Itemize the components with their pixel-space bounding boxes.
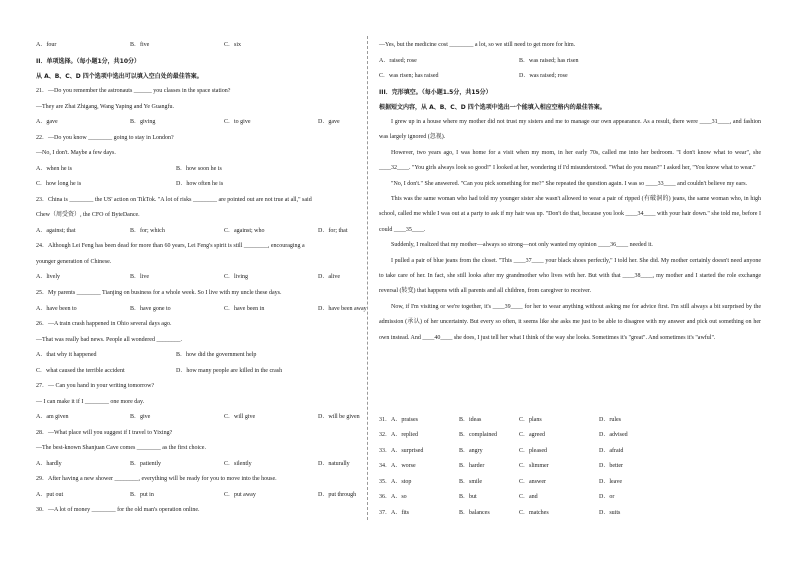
cloze-answer-option: A．worse — [391, 463, 416, 469]
right-answer-option: C．was risen; has raised — [379, 73, 439, 79]
left-answer-option: C．silently — [224, 461, 252, 467]
left-answer-option: D．for; that — [318, 228, 348, 234]
cloze-answer-option: C．slimmer — [519, 463, 549, 469]
cloze-answer-option: C．and — [519, 494, 538, 500]
cloze-answer-option: A．fits — [391, 510, 410, 516]
cloze-answer-option: C．agreed — [519, 432, 545, 438]
passage-paragraph: I pulled a pair of blue jeans from the closet. "This ____37____ your black shoes perfectly," I told her. She did. My mother certainly doesn't need anyone to take care of her. In fact, she still looks after my grandmother who lives with her. But with that ____38____, my mother and I started the role exchange reversal (转变) that happens with all parents and all children, from caregiver to receiver. — [379, 257, 761, 295]
left-text-line: 28．—What place will you suggest if I travel to Yixing? — [36, 430, 173, 436]
cloze-answer-option: D．afraid — [599, 448, 624, 454]
left-answer-option: C．will give — [224, 414, 256, 420]
left-answer-option: A．lively — [36, 274, 60, 280]
left-answer-option: D．will be given — [318, 414, 360, 420]
cloze-answer-option: B．smile — [459, 479, 483, 485]
left-text-line: 26．—A train crash happened in Ohio several days ago. — [36, 321, 172, 327]
cloze-answer-option: B．balances — [459, 510, 490, 516]
cloze-answer-option: C．pleased — [519, 448, 547, 454]
left-answer-option: B．live — [130, 274, 149, 280]
left-text-line: 24．Although Lei Feng has been dead for more than 60 years, Lei Feng's spirit is still ________, encouraging a — [36, 243, 305, 249]
left-answer-option: D．how often he is — [176, 181, 224, 187]
cloze-answer-option: D．suits — [599, 510, 621, 516]
left-answer-option: D．alive — [318, 274, 340, 280]
left-answer-option: C．put away — [224, 492, 256, 498]
left-answer-option: A．have been to — [36, 306, 77, 312]
right-answer-option: B．was raised; has risen — [519, 58, 579, 64]
passage-paragraph: "No, I don't." She answered. "Can you pick something for me?" She repeated the question again. I was so ____33____ and couldn't believe my ears. — [391, 180, 748, 187]
passage-paragraph: Now, if I'm visiting or we're together, it's ____39____ for her to wear anything without asking me for advice first. I'm still always a bit surprised by the admission (承认) of her uncertainty. But every so often, it seems like she asks me just to be able to disagree with my answer and pick out something on her own instead. And ____40____ she does, I just tell her what I think of the way she looks. Sometimes it's "great". And sometimes it's "awful". — [379, 303, 761, 341]
left-text-line: 25．My parents ________ Tianjing on business for a whole week. So I live with my uncle these days. — [36, 290, 282, 296]
left-answer-option: D．how many people are killed in the crash — [176, 368, 283, 374]
left-answer-option: B．patiently — [130, 461, 161, 467]
left-answer-option: B．how did the government help — [176, 352, 257, 358]
cloze-answer-option: D．advised — [599, 432, 628, 438]
left-answer-option: A．hardly — [36, 461, 62, 467]
passage-paragraph: However, two years ago, I was home for a visit when my mom, in her early 70s, called me into her bedroom. "I don't know what to wear", she ____32____. "You girls always look so good!" I looked at her, wondering if I'd misunderstood. "What do you mean?" I asked her, "You know what to wear." — [379, 149, 761, 172]
cloze-answer-option: D．better — [599, 463, 623, 469]
cloze-answer-option: C．matches — [519, 510, 549, 516]
left-text-line: —No, I don't. Maybe a few days. — [36, 150, 116, 156]
left-text-line: —The best-known Shanjuan Cave comes ________ as the first choice. — [36, 445, 206, 451]
left-answer-option: D．naturally — [318, 461, 350, 467]
left-answer-option: C．living — [224, 274, 249, 280]
cloze-answer-option: D．leave — [599, 479, 622, 485]
cloze-answer-option: B．harder — [459, 463, 485, 469]
left-text-line: younger generation of Chinese. — [36, 259, 112, 265]
left-text-line: 21．—Do you remember the astronauts ______ you classes in the space station? — [36, 88, 231, 94]
passage-paragraph: Suddenly, I realized that my mother—always so strong—not only wanted my opinion ____36____ needed it. — [391, 242, 653, 249]
left-answer-option: D．put through — [318, 492, 357, 498]
right-section-heading: 根据短文内容，从 A、B、C、D 四个选项中选出一个能填入相应空格内的最佳答案。 — [379, 104, 606, 111]
left-answer-option: C．what caused the terrible accident — [36, 368, 125, 374]
question-number: 33． — [379, 448, 392, 454]
left-text-line: 22．—Do you know ________ going to stay in London? — [36, 135, 174, 141]
cloze-answer-option: C．plans — [519, 417, 542, 423]
left-answer-option: B．giving — [130, 119, 156, 125]
right-answer-option: D．was raised; rose — [519, 73, 568, 79]
left-answer-option: B．have gone to — [130, 306, 171, 312]
left-answer-option: A．that why it happened — [36, 352, 97, 358]
right-answer-option: A．raised; rose — [379, 58, 417, 64]
left-text-line: —That was really bad news. People all wondered ________. — [36, 337, 182, 343]
left-answer-option: B．put in — [130, 492, 154, 498]
left-answer-option: A．gave — [36, 119, 58, 125]
left-text-line: —They are Zhai Zhigang, Wang Yaping and Ye Guangfu. — [36, 104, 175, 110]
left-answer-option: A．am given — [36, 414, 69, 420]
question-number: 37． — [379, 510, 392, 516]
question-number: 36． — [379, 494, 392, 500]
left-text-line: 30．—A lot of money ________ for the old man's operation online. — [36, 507, 200, 513]
passage-paragraph: This was the same woman who had told my younger sister she wasn't allowed to wear a pair of ripped (有破洞的) jeans, the same woman who, in high school, called me while I was out at a party to ask if my hair was up. "Don't do that, because you look ____34____ with your hair down." she told me, before I could ____35____. — [379, 196, 761, 233]
left-text-line: 23．China is ________ the US' action on TikTok. "A lot of risks ________ are pointed out are not true at all," said — [36, 197, 312, 203]
left-text-line: 29．After having a new shower ________, everything will be ready for you to move into the house. — [36, 476, 277, 482]
left-answer-option: D．gave — [318, 119, 340, 125]
cloze-answer-option: D．or — [599, 494, 615, 500]
left-answer-option: C．have been in — [224, 306, 265, 312]
question-number: 34． — [379, 463, 392, 469]
question-number: 31． — [379, 417, 392, 423]
left-text-line: — I can make it if I ________ one more day. — [36, 399, 145, 405]
left-answer-option: C．to give — [224, 119, 251, 125]
left-text-line: Chew（周受资）, the CFO of ByteDance. — [36, 212, 140, 218]
left-answer-option: B．how soon he is — [176, 166, 222, 172]
cloze-answer-option: B．angry — [459, 448, 483, 454]
left-text-line: 27．— Can you hand in your writing tomorrow? — [36, 383, 155, 389]
cloze-answer-option: A．replied — [391, 432, 418, 438]
left-answer-option: B．for; which — [130, 228, 165, 234]
left-answer-option: A．against; that — [36, 228, 76, 234]
cloze-answer-option: B．ideas — [459, 417, 482, 423]
cloze-answer-option: A．so — [391, 494, 407, 500]
cloze-answer-option: A．praises — [391, 417, 418, 423]
left-answer-option: C．how long he is — [36, 181, 82, 187]
cloze-answer-option: B．but — [459, 494, 477, 500]
left-answer-option: A．when he is — [36, 166, 72, 172]
passage-paragraph: I grew up in a house where my mother did not trust my sisters and me to manage our own appearance. As a result, there were ____31____, and fashion was largely ignored (忽视). — [379, 119, 761, 141]
column-divider — [367, 36, 368, 520]
left-answer-option: B．give — [130, 414, 151, 420]
left-section-heading: 从 A、B、C、D 四个选项中选出可以填入空白处的最佳答案。 — [36, 73, 203, 80]
cloze-answer-option: B．complained — [459, 432, 497, 438]
cloze-passage — [379, 115, 761, 346]
left-answer-option: D．have been away — [318, 306, 367, 312]
left-answer-option: C．six — [224, 42, 242, 48]
cloze-answer-option: A．surprised — [391, 448, 424, 454]
cloze-answer-option: D．rules — [599, 417, 621, 423]
question-number: 32． — [379, 432, 392, 438]
right-section-heading: III．完形填空。（每小题1.5分，共15分） — [379, 89, 492, 96]
left-answer-option: A．put out — [36, 492, 64, 498]
cloze-answer-option: C．answer — [519, 479, 546, 485]
question-number: 35． — [379, 479, 392, 485]
left-answer-option: C．against; who — [224, 228, 265, 234]
left-section-heading: II．单项选择。（每小题1分，共10分） — [36, 58, 140, 65]
left-answer-option: A．four — [36, 42, 57, 48]
left-answer-option: B．five — [130, 42, 150, 48]
cloze-answer-option: A．stop — [391, 479, 412, 485]
right-text-line: —Yes, but the medicine cost ________ a lot, so we still need to get more for him. — [379, 42, 576, 48]
